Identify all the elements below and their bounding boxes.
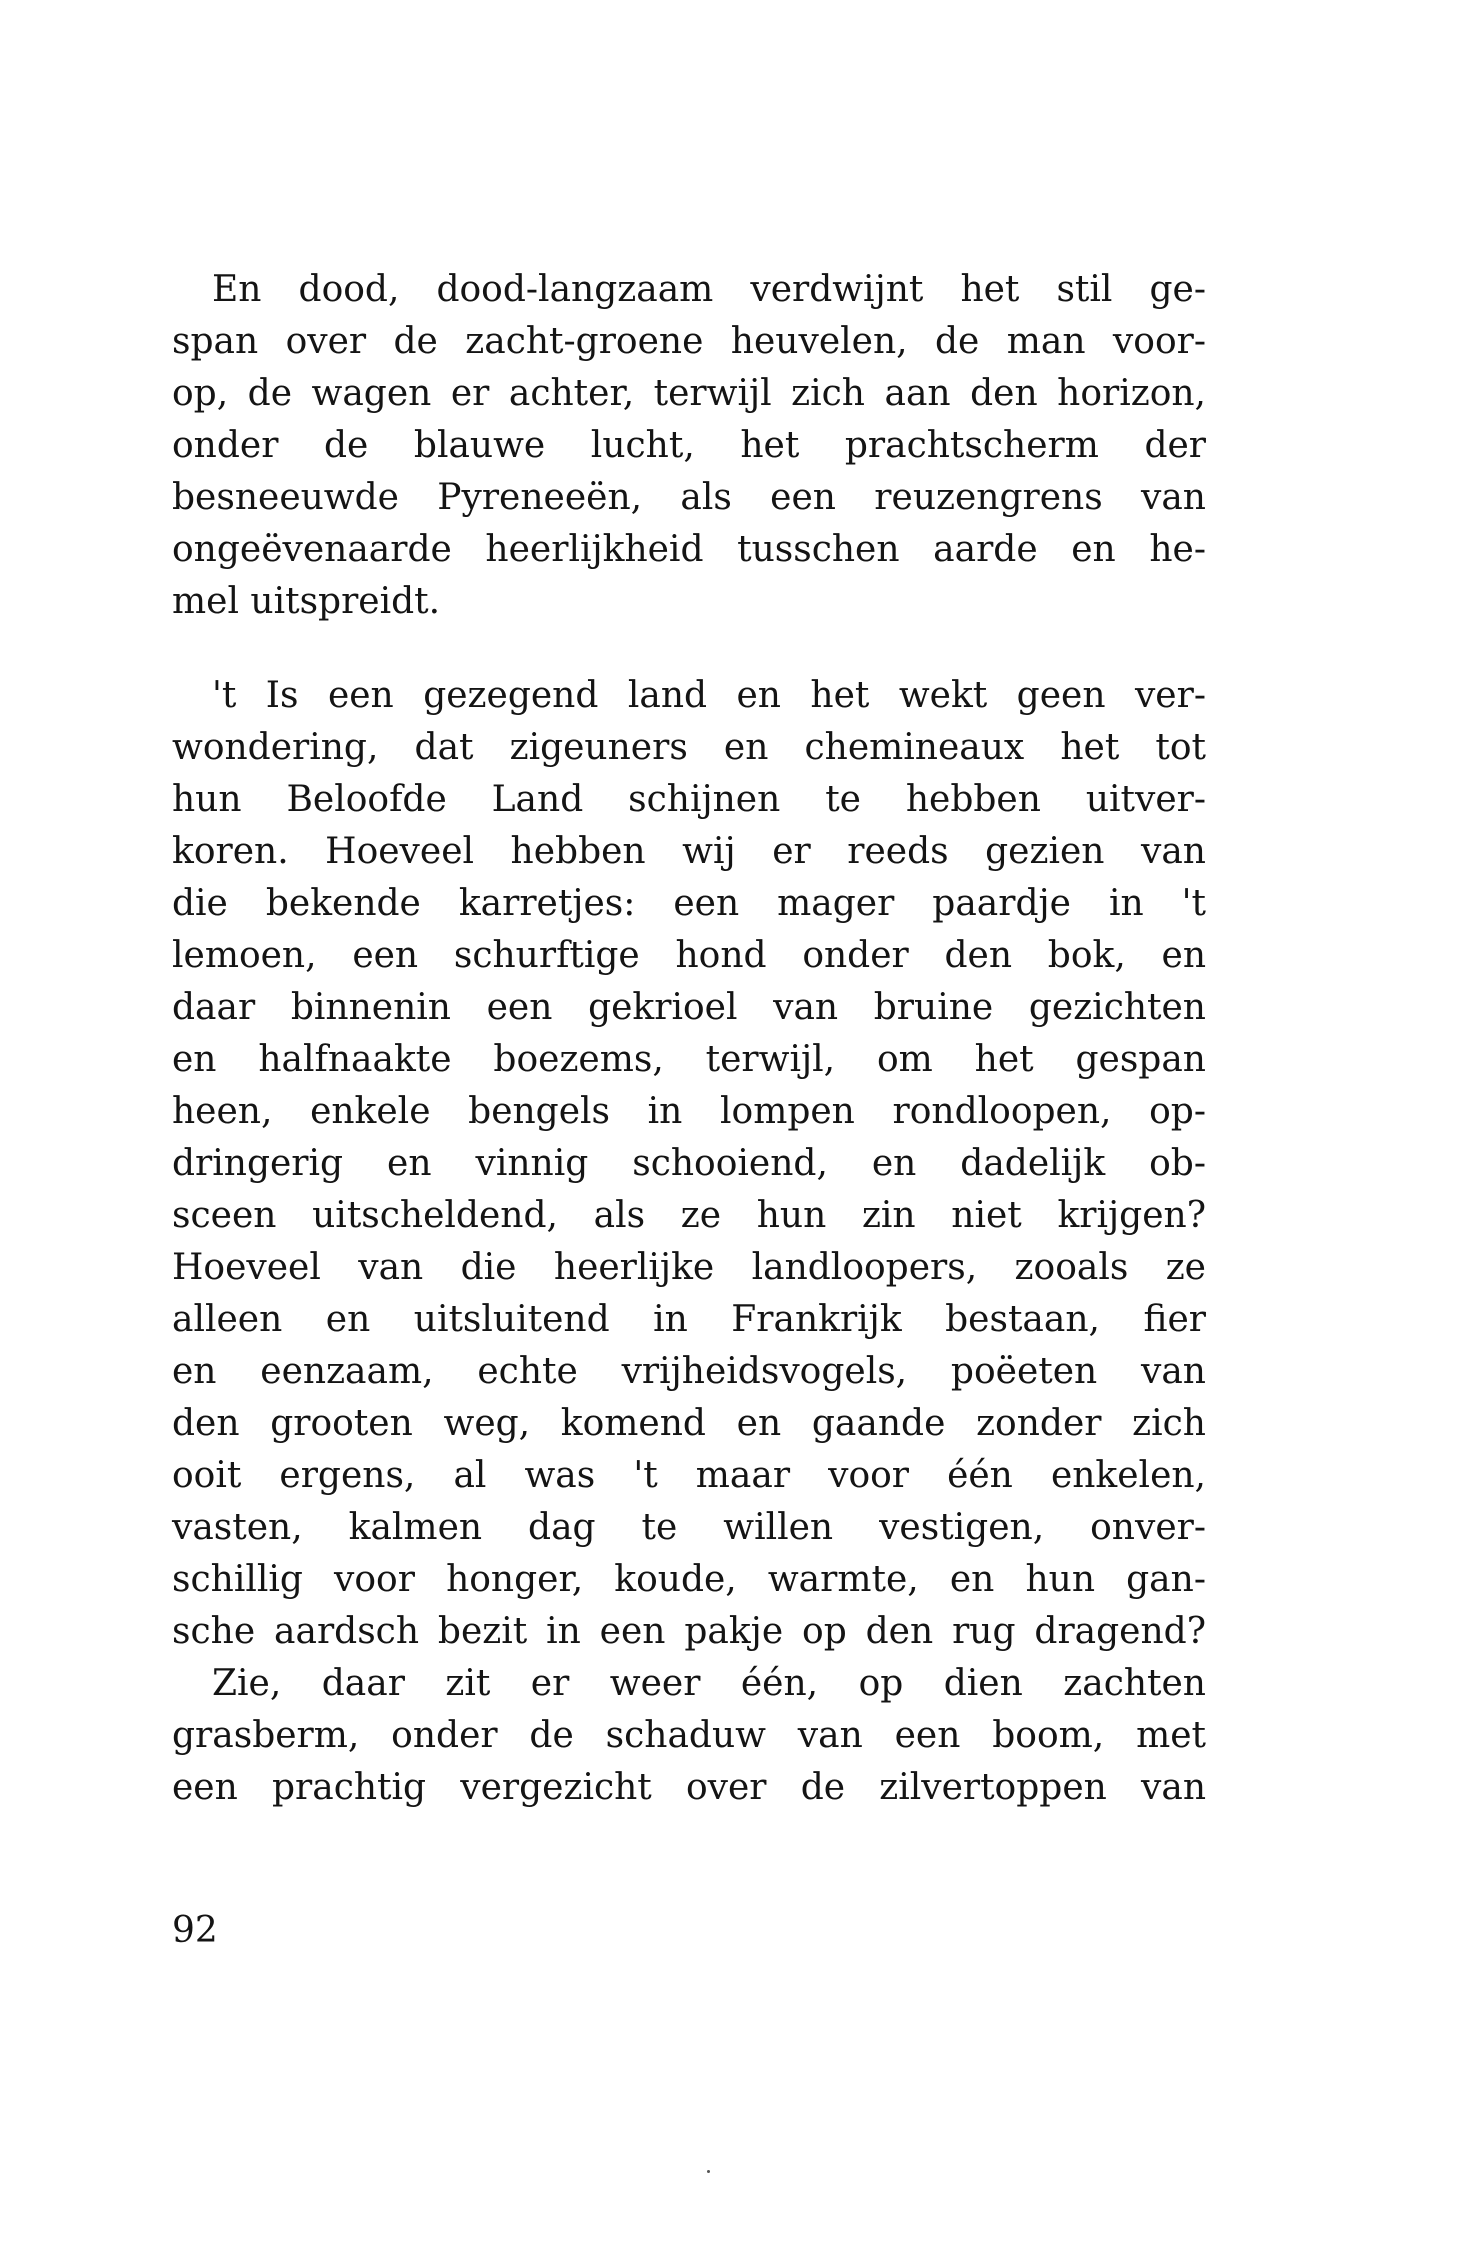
text-line: ooit ergens, al was 't maar voor één enkelen,	[172, 1455, 1206, 1496]
text-line: en eenzaam, echte vrijheidsvogels, poëeten van	[172, 1351, 1206, 1392]
text-line: die bekende karretjes: een mager paardje in 't	[172, 883, 1206, 924]
text-line: daar binnenin een gekrioel van bruine gezichten	[172, 987, 1206, 1028]
text-line: sche aardsch bezit in een pakje op den rug dragend?	[172, 1611, 1206, 1652]
text-line: grasberm, onder de schaduw van een boom, met	[172, 1715, 1206, 1756]
text-line: koren. Hoeveel hebben wij er reeds gezien van	[172, 831, 1206, 872]
text-line: Hoeveel van die heerlijke landloopers, zooals ze	[172, 1247, 1206, 1288]
text-line: heen, enkele bengels in lompen rondloopen, op-	[172, 1091, 1206, 1132]
text-line: dringerig en vinnig schooiend, en dadelijk ob-	[172, 1143, 1206, 1184]
text-line: sceen uitscheldend, als ze hun zin niet krijgen?	[172, 1195, 1206, 1236]
text-line: den grooten weg, komend en gaande zonder zich	[172, 1403, 1206, 1444]
scan-speck	[707, 2170, 710, 2173]
text-line: span over de zacht-groene heuvelen, de man voor-	[172, 321, 1206, 362]
text-line: lemoen, een schurftige hond onder den bok, en	[172, 935, 1206, 976]
text-line: op, de wagen er achter, terwijl zich aan den horizon,	[172, 373, 1206, 414]
text-line: een prachtig vergezicht over de zilvertoppen van	[172, 1767, 1206, 1808]
text-line: ongeëvenaarde heerlijkheid tusschen aarde en he-	[172, 529, 1206, 570]
page-number: 92	[172, 1910, 218, 1951]
text-line: onder de blauwe lucht, het prachtscherm der	[172, 425, 1206, 466]
text-line: 't Is een gezegend land en het wekt geen ver-	[212, 675, 1206, 716]
text-line: en halfnaakte boezems, terwijl, om het gespan	[172, 1039, 1206, 1080]
paragraph-2	[172, 670, 1206, 1814]
text-line: Zie, daar zit er weer één, op dien zachten	[212, 1663, 1206, 1704]
text-line: besneeuwde Pyreneeën, als een reuzengrens van	[172, 477, 1206, 518]
text-line: hun Beloofde Land schijnen te hebben uitver-	[172, 779, 1206, 820]
text-line: En dood, dood-langzaam verdwijnt het stil ge-	[212, 269, 1206, 310]
text-line: wondering, dat zigeuners en chemineaux het tot	[172, 727, 1206, 768]
paragraph-1	[172, 264, 1206, 628]
text-line: mel uitspreidt.	[172, 581, 441, 622]
text-line: schillig voor honger, koude, warmte, en hun gan-	[172, 1559, 1206, 1600]
text-line: vasten, kalmen dag te willen vestigen, onver-	[172, 1507, 1206, 1548]
text-line: alleen en uitsluitend in Frankrijk bestaan, fier	[172, 1299, 1206, 1340]
